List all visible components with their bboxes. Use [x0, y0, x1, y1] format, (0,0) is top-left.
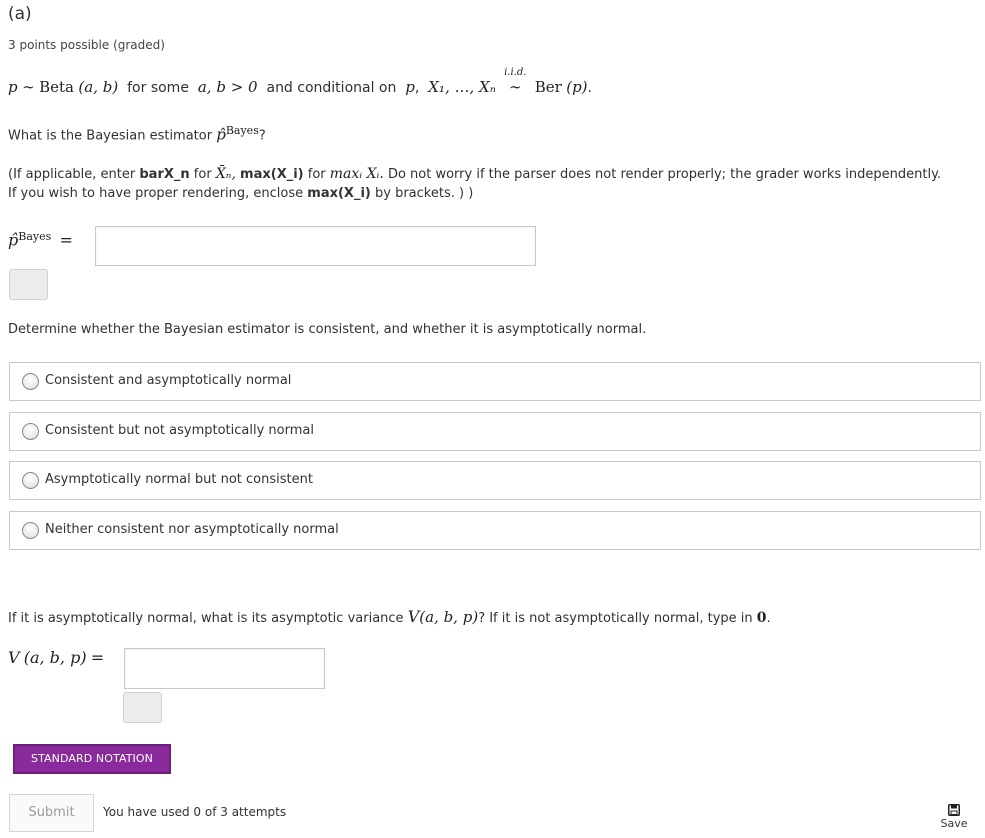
standard-notation-button[interactable]: STANDARD NOTATION	[13, 744, 171, 774]
instr-text-6: by brackets. ) )	[375, 186, 474, 201]
math-v-args: (a, b, p)	[419, 608, 479, 626]
math-v-answer: V	[8, 648, 20, 667]
save-label: Save	[940, 817, 968, 830]
submit-button[interactable]: Submit	[9, 794, 94, 832]
math-beta: Beta	[39, 78, 74, 96]
text-qmark: ?	[258, 128, 266, 144]
radio-circle-icon[interactable]	[22, 423, 39, 440]
math-v: V	[407, 607, 420, 626]
question-estimator-text: What is the Bayesian estimator	[8, 128, 213, 144]
math-equals-2: =	[90, 648, 105, 667]
preview-button-2[interactable]	[123, 692, 162, 723]
question-variance	[8, 607, 771, 626]
math-ab-condition: a, b > 0	[197, 78, 258, 96]
instr-text-1: (If applicable, enter	[8, 167, 136, 182]
choice-consistent-normal[interactable]	[9, 362, 981, 401]
radio-circle-icon[interactable]	[22, 472, 39, 489]
math-equals: =	[59, 230, 73, 250]
text-period: .	[587, 80, 592, 96]
instr-text-3: for	[307, 167, 326, 182]
choice-label: Asymptotically normal but not consistent	[45, 472, 313, 487]
math-p-hat-answer: p̂	[8, 230, 19, 250]
instructions-line-1	[8, 166, 941, 182]
math-bayes-sup: Bayes	[225, 124, 259, 137]
attempts-info: You have used 0 of 3 attempts	[103, 805, 287, 819]
radio-circle-icon[interactable]	[22, 373, 39, 390]
variance-text-1: If it is asymptotically normal, what is its asymptotic variance	[8, 611, 404, 626]
math-p-cond: p	[405, 78, 415, 96]
text-for-some: for some	[127, 80, 189, 96]
choice-label: Consistent and asymptotically normal	[45, 373, 292, 388]
text-and-conditional: and conditional on	[266, 80, 397, 96]
instr-maxxi: max(X_i)	[240, 167, 304, 182]
text-period-2: .	[766, 611, 771, 626]
math-sample: X₁, …, Xₙ	[428, 78, 496, 96]
iid-sim: ∼	[508, 78, 522, 96]
math-zero: 0	[756, 610, 767, 626]
save-floppy-icon	[948, 804, 960, 816]
instructions-line-2	[8, 186, 473, 201]
iid-symbol	[500, 67, 530, 96]
math-p-hat: p̂	[216, 125, 226, 144]
math-beta-args: (a, b)	[78, 78, 119, 96]
part-label: (a)	[8, 4, 32, 24]
points-info: 3 points possible (graded)	[8, 38, 165, 52]
question-consistency: Determine whether the Bayesian estimator is consistent, and whether it is asymptotically normal.	[8, 322, 647, 337]
choice-label: Neither consistent nor asymptotically normal	[45, 522, 339, 537]
math-v-args-answer: (a, b, p)	[23, 648, 87, 667]
text-comma: ,	[414, 80, 420, 96]
radio-circle-icon[interactable]	[22, 522, 39, 539]
choice-consistent-not-normal[interactable]	[9, 412, 981, 451]
math-sim: ∼	[22, 78, 35, 96]
instr-barx: barX_n	[139, 167, 190, 182]
variance-text-2: ? If it is not asymptotically normal, type in	[478, 611, 753, 626]
instr-text-2: for	[193, 167, 212, 182]
problem-statement	[8, 67, 592, 96]
answer2-label	[8, 648, 104, 667]
choice-neither[interactable]	[9, 511, 981, 550]
variance-input[interactable]	[124, 648, 325, 689]
question-estimator	[8, 124, 266, 143]
estimator-input[interactable]	[95, 226, 536, 266]
choice-normal-not-consistent[interactable]	[9, 461, 981, 500]
math-bayes-sup-answer: Bayes	[18, 230, 52, 243]
math-ber: Ber	[534, 78, 562, 96]
iid-label: i.i.d.	[504, 67, 527, 78]
choice-label: Consistent but not asymptotically normal	[45, 423, 314, 438]
answer1-label	[8, 230, 73, 249]
math-ber-arg: (p)	[566, 78, 588, 96]
save-button[interactable]	[936, 804, 972, 830]
math-max: maxᵢ Xᵢ.	[329, 166, 384, 182]
instr-maxxi-2: max(X_i)	[307, 186, 371, 201]
instr-text-4: Do not worry if the parser does not render properly; the grader works independently.	[387, 167, 942, 182]
instr-text-5: If you wish to have proper rendering, enclose	[8, 186, 304, 201]
preview-button-1[interactable]	[9, 269, 48, 300]
math-xbar: X̄ₙ,	[215, 166, 236, 182]
math-p: p	[8, 78, 18, 96]
